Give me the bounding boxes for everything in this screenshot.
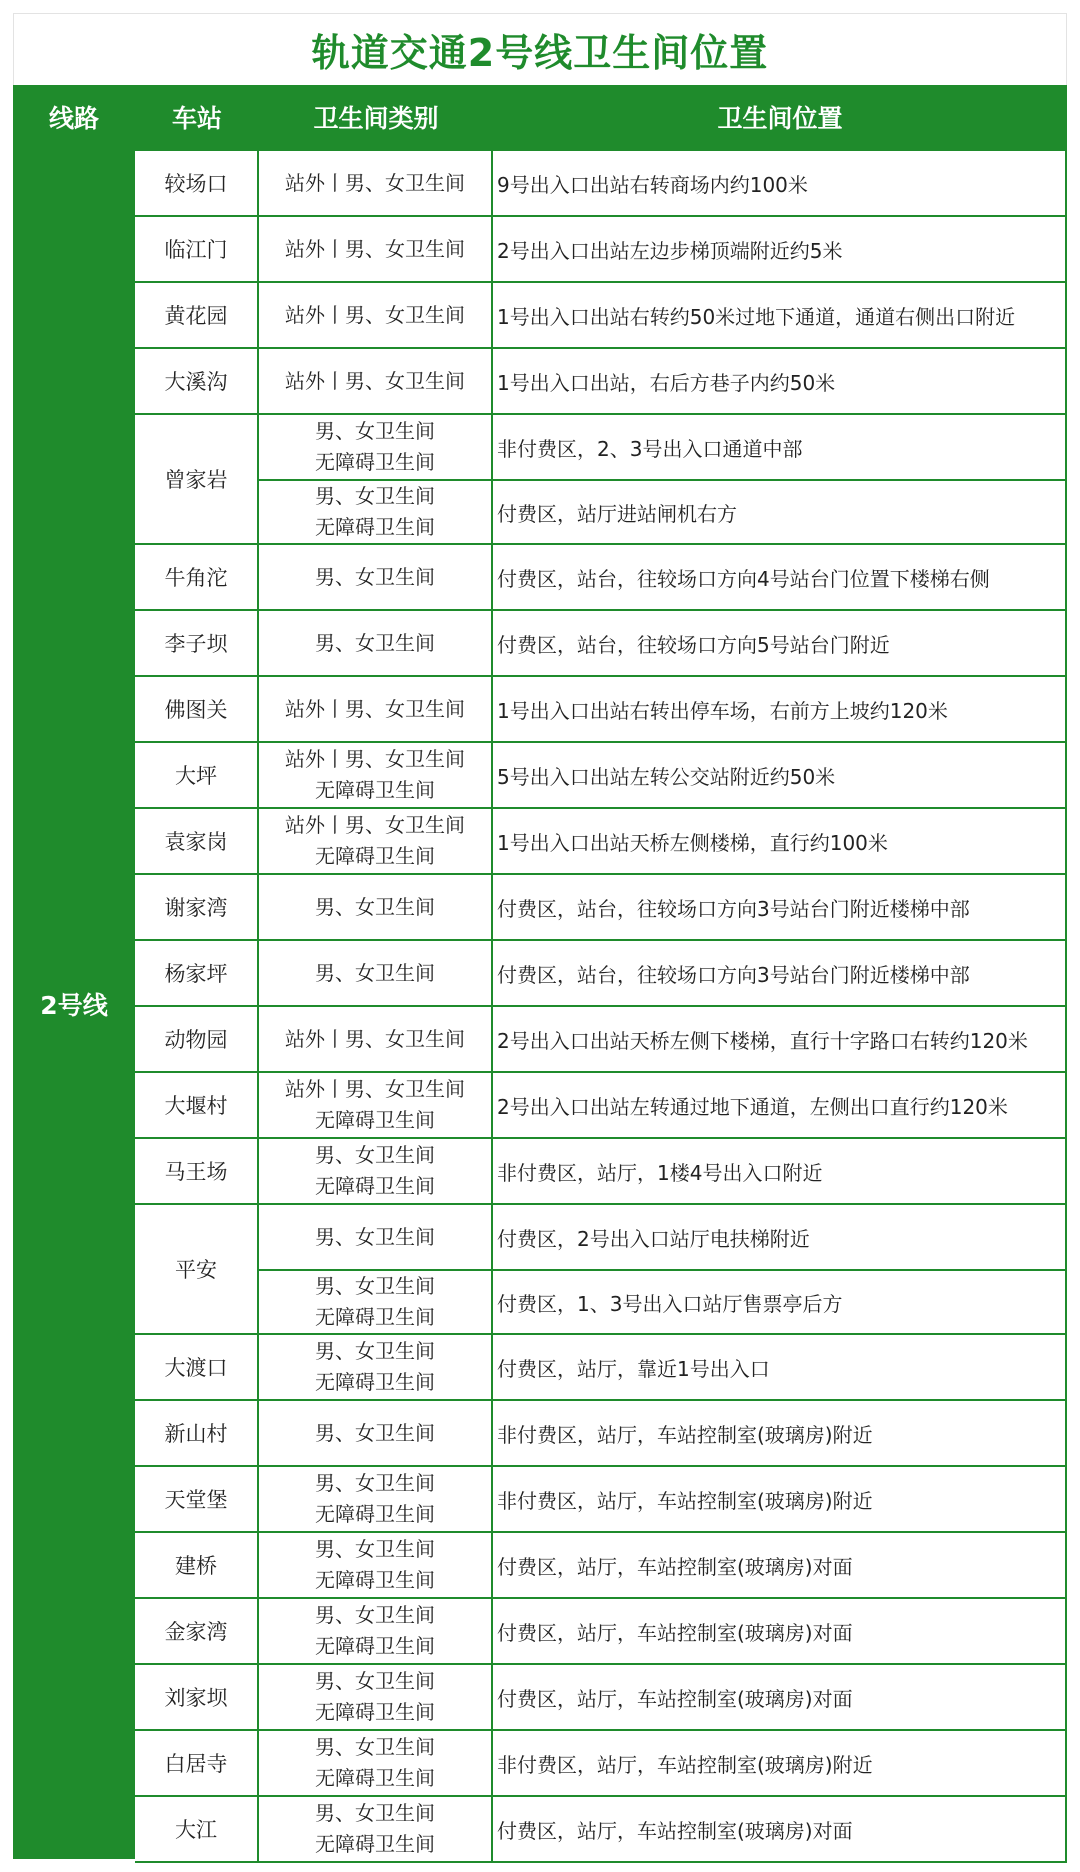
station-name: 大江 (135, 1797, 259, 1861)
toilet-location: 1号出入口出站天桥左侧楼梯，直行约100米 (493, 809, 1067, 873)
station-entries (259, 809, 1067, 873)
station-entries (259, 1073, 1067, 1137)
toilet-type-line: 站外丨男、女卫生间 (285, 1026, 465, 1051)
table-row (135, 545, 1067, 611)
toilet-type-line: 无障碍卫生间 (315, 1766, 435, 1790)
toilet-type-line: 无障碍卫生间 (315, 1568, 435, 1592)
station-entries (259, 1467, 1067, 1531)
toilet-type (259, 875, 493, 939)
toilet-type-line: 男、女卫生间 (315, 1143, 435, 1167)
table-row (135, 217, 1067, 283)
toilet-location: 2号出入口出站天桥左侧下楼梯，直行十字路口右转约120米 (493, 1007, 1067, 1071)
toilet-location: 5号出入口出站左转公交站附近约50米 (493, 743, 1067, 807)
toilet-type (259, 1797, 493, 1861)
station-entries (259, 1533, 1067, 1597)
toilet-type-line: 男、女卫生间 (315, 894, 435, 919)
toilet-type (259, 677, 493, 741)
toilet-type-line: 无障碍卫生间 (315, 778, 435, 802)
station-name: 杨家坪 (135, 941, 259, 1005)
station-name: 曾家岩 (135, 415, 259, 543)
toilet-type (259, 743, 493, 807)
toilet-location: 2号出入口出站左边步梯顶端附近约5米 (493, 217, 1067, 281)
toilet-type (259, 151, 493, 215)
header-station: 车站 (171, 104, 222, 133)
header-toilet-type: 卫生间类别 (313, 104, 439, 133)
station-name: 白居寺 (135, 1731, 259, 1795)
station-entries (259, 1599, 1067, 1663)
toilet-entry (259, 1139, 1067, 1203)
station-entries (259, 1205, 1067, 1333)
station-entries (259, 415, 1067, 543)
title-bar (13, 13, 1067, 85)
station-entries (259, 611, 1067, 675)
toilet-type-line: 无障碍卫生间 (315, 1502, 435, 1526)
toilet-type-line: 男、女卫生间 (315, 1420, 435, 1445)
toilet-location: 1号出入口出站右转出停车场，右前方上坡约120米 (493, 677, 1067, 741)
toilet-type-line: 无障碍卫生间 (315, 1174, 435, 1198)
toilet-type (259, 1205, 493, 1269)
table-row (135, 743, 1067, 809)
toilet-entry (259, 611, 1067, 675)
table-row (135, 1139, 1067, 1205)
station-name: 大堰村 (135, 1073, 259, 1137)
toilet-entry (259, 941, 1067, 1005)
table-row (135, 1467, 1067, 1533)
header-line: 线路 (48, 104, 99, 133)
toilet-type-line: 无障碍卫生间 (315, 450, 435, 474)
toilet-type (259, 1599, 493, 1663)
toilet-type (259, 1401, 493, 1465)
toilet-type-line: 男、女卫生间 (315, 484, 435, 508)
station-name: 大坪 (135, 743, 259, 807)
toilet-type-line: 无障碍卫生间 (315, 844, 435, 868)
table-row (135, 611, 1067, 677)
station-entries (259, 349, 1067, 413)
table-row (135, 1073, 1067, 1139)
toilet-type (259, 1139, 493, 1203)
toilet-entry (259, 349, 1067, 413)
toilet-type-line: 站外丨男、女卫生间 (285, 368, 465, 393)
toilet-location: 付费区，站台，往较场口方向5号站台门附近 (493, 611, 1067, 675)
toilet-type (259, 1271, 493, 1333)
toilet-type-line: 男、女卫生间 (315, 1471, 435, 1495)
table-row (135, 941, 1067, 1007)
toilet-type (259, 545, 493, 609)
toilet-entry (259, 1467, 1067, 1531)
toilet-entry (259, 217, 1067, 281)
toilet-location: 9号出入口出站右转商场内约100米 (493, 151, 1067, 215)
station-entries (259, 941, 1067, 1005)
table-row (135, 1533, 1067, 1599)
table-row (135, 349, 1067, 415)
table-row (135, 1007, 1067, 1073)
table-row (135, 1665, 1067, 1731)
toilet-entry (259, 1665, 1067, 1729)
station-name: 黄花园 (135, 283, 259, 347)
toilet-location: 非付费区，站厅，车站控制室(玻璃房)附近 (493, 1401, 1067, 1465)
toilet-location: 付费区，站厅，车站控制室(玻璃房)对面 (493, 1533, 1067, 1597)
toilet-location: 付费区，2号出入口站厅电扶梯附近 (493, 1205, 1067, 1269)
toilet-type-line: 站外丨男、女卫生间 (285, 302, 465, 327)
table-row (135, 1731, 1067, 1797)
station-name: 谢家湾 (135, 875, 259, 939)
toilet-type-line: 男、女卫生间 (315, 960, 435, 985)
toilet-entry (259, 1269, 1067, 1333)
toilet-entry (259, 1731, 1067, 1795)
toilet-type (259, 1731, 493, 1795)
station-entries (259, 875, 1067, 939)
toilet-type (259, 1073, 493, 1137)
toilet-entry (259, 415, 1067, 479)
toilet-location: 2号出入口出站左转通过地下通道，左侧出口直行约120米 (493, 1073, 1067, 1137)
toilet-type-line: 男、女卫生间 (315, 564, 435, 589)
toilet-type (259, 349, 493, 413)
station-name: 新山村 (135, 1401, 259, 1465)
toilet-type-line: 站外丨男、女卫生间 (285, 1077, 465, 1101)
toilet-type-line: 无障碍卫生间 (315, 1634, 435, 1658)
station-name: 大渡口 (135, 1335, 259, 1399)
table-row (135, 1205, 1067, 1335)
toilet-type (259, 941, 493, 1005)
table-row (135, 677, 1067, 743)
toilet-entry (259, 1599, 1067, 1663)
station-entries (259, 1139, 1067, 1203)
toilet-type-line: 站外丨男、女卫生间 (285, 813, 465, 837)
station-entries (259, 151, 1067, 215)
toilet-type-line: 站外丨男、女卫生间 (285, 236, 465, 261)
toilet-entry (259, 479, 1067, 543)
table-row (135, 1401, 1067, 1467)
toilet-type-line: 无障碍卫生间 (315, 1108, 435, 1132)
toilet-location: 付费区，站台，往较场口方向4号站台门位置下楼梯右侧 (493, 545, 1067, 609)
station-rows (135, 149, 1067, 1859)
toilet-location: 非付费区，站厅，车站控制室(玻璃房)附近 (493, 1467, 1067, 1531)
toilet-type (259, 415, 493, 479)
toilet-type-line: 无障碍卫生间 (315, 1700, 435, 1724)
station-name: 刘家坝 (135, 1665, 259, 1729)
toilet-entry (259, 1007, 1067, 1071)
table-row (135, 415, 1067, 545)
station-entries (259, 1665, 1067, 1729)
toilet-type (259, 1467, 493, 1531)
station-name: 牛角沱 (135, 545, 259, 609)
toilet-type-line: 男、女卫生间 (315, 1274, 435, 1298)
station-entries (259, 283, 1067, 347)
toilet-type-line: 男、女卫生间 (315, 1735, 435, 1759)
toilet-type-line: 男、女卫生间 (315, 1224, 435, 1249)
table-row (135, 283, 1067, 349)
table-row (135, 875, 1067, 941)
station-name: 天堂堡 (135, 1467, 259, 1531)
toilet-location: 付费区，站厅，车站控制室(玻璃房)对面 (493, 1599, 1067, 1663)
header-toilet-location: 卫生间位置 (717, 104, 843, 133)
table-row (135, 1599, 1067, 1665)
toilet-type-line: 男、女卫生间 (315, 1339, 435, 1363)
toilet-location: 1号出入口出站，右后方巷子内约50米 (493, 349, 1067, 413)
toilet-location: 付费区，站台，往较场口方向3号站台门附近楼梯中部 (493, 941, 1067, 1005)
toilet-location: 付费区，站厅，靠近1号出入口 (493, 1335, 1067, 1399)
station-entries (259, 1401, 1067, 1465)
table-header (13, 85, 1067, 149)
toilet-location: 付费区，1、3号出入口站厅售票亭后方 (493, 1271, 1067, 1333)
toilet-type-line: 站外丨男、女卫生间 (285, 170, 465, 195)
station-name: 袁家岗 (135, 809, 259, 873)
station-name: 佛图关 (135, 677, 259, 741)
station-name: 临江门 (135, 217, 259, 281)
toilet-location: 非付费区，站厅，车站控制室(玻璃房)附近 (493, 1731, 1067, 1795)
line-cell: 2号线 (13, 149, 135, 1859)
toilet-type-line: 无障碍卫生间 (315, 1305, 435, 1329)
toilet-entry (259, 1533, 1067, 1597)
toilet-type-line: 站外丨男、女卫生间 (285, 747, 465, 771)
toilet-entry (259, 283, 1067, 347)
station-entries (259, 1731, 1067, 1795)
page-title: 轨道交通2号线卫生间位置 (311, 31, 769, 75)
toilet-entry (259, 1335, 1067, 1399)
station-entries (259, 545, 1067, 609)
toilet-location: 非付费区，站厅，1楼4号出入口附近 (493, 1139, 1067, 1203)
toilet-type (259, 1007, 493, 1071)
station-name: 动物园 (135, 1007, 259, 1071)
toilet-type-line: 无障碍卫生间 (315, 1370, 435, 1394)
station-name: 平安 (135, 1205, 259, 1333)
toilet-entry (259, 809, 1067, 873)
toilet-entry (259, 743, 1067, 807)
toilet-entry (259, 677, 1067, 741)
station-entries (259, 217, 1067, 281)
station-name: 大溪沟 (135, 349, 259, 413)
toilet-location: 非付费区，2、3号出入口通道中部 (493, 415, 1067, 479)
station-name: 李子坝 (135, 611, 259, 675)
toilet-type-line: 男、女卫生间 (315, 1801, 435, 1825)
station-name: 马王场 (135, 1139, 259, 1203)
toilet-location: 付费区，站厅，车站控制室(玻璃房)对面 (493, 1797, 1067, 1861)
toilet-entry (259, 545, 1067, 609)
station-name: 较场口 (135, 151, 259, 215)
toilet-location: 付费区，站厅进站闸机右方 (493, 481, 1067, 543)
station-entries (259, 1335, 1067, 1399)
toilet-type (259, 1665, 493, 1729)
table-row (135, 1335, 1067, 1401)
toilet-entry (259, 1205, 1067, 1269)
table-row (135, 809, 1067, 875)
station-entries (259, 677, 1067, 741)
toilet-type-line: 男、女卫生间 (315, 1603, 435, 1627)
station-entries (259, 1797, 1067, 1861)
toilet-type (259, 809, 493, 873)
toilet-type-line: 站外丨男、女卫生间 (285, 696, 465, 721)
station-name: 金家湾 (135, 1599, 259, 1663)
toilet-type-line: 无障碍卫生间 (315, 1832, 435, 1856)
toilet-type (259, 481, 493, 543)
toilet-type (259, 283, 493, 347)
toilet-type-line: 无障碍卫生间 (315, 515, 435, 539)
toilet-type-line: 男、女卫生间 (315, 1669, 435, 1693)
toilet-type (259, 1335, 493, 1399)
station-name: 建桥 (135, 1533, 259, 1597)
toilet-type (259, 1533, 493, 1597)
toilet-type (259, 217, 493, 281)
toilet-type-line: 男、女卫生间 (315, 630, 435, 655)
toilet-entry (259, 1401, 1067, 1465)
table-body (13, 149, 1067, 1859)
toilet-location: 付费区，站台，往较场口方向3号站台门附近楼梯中部 (493, 875, 1067, 939)
toilet-location: 付费区，站厅，车站控制室(玻璃房)对面 (493, 1665, 1067, 1729)
table-row (135, 151, 1067, 217)
toilet-entry (259, 1073, 1067, 1137)
toilet-entry (259, 875, 1067, 939)
toilet-location: 1号出入口出站右转约50米过地下通道，通道右侧出口附近 (493, 283, 1067, 347)
station-entries (259, 1007, 1067, 1071)
toilet-entry (259, 1797, 1067, 1861)
station-entries (259, 743, 1067, 807)
page (13, 13, 1067, 1859)
toilet-type-line: 男、女卫生间 (315, 419, 435, 443)
toilet-type-line: 男、女卫生间 (315, 1537, 435, 1561)
table-row (135, 1797, 1067, 1863)
toilet-entry (259, 151, 1067, 215)
toilet-type (259, 611, 493, 675)
